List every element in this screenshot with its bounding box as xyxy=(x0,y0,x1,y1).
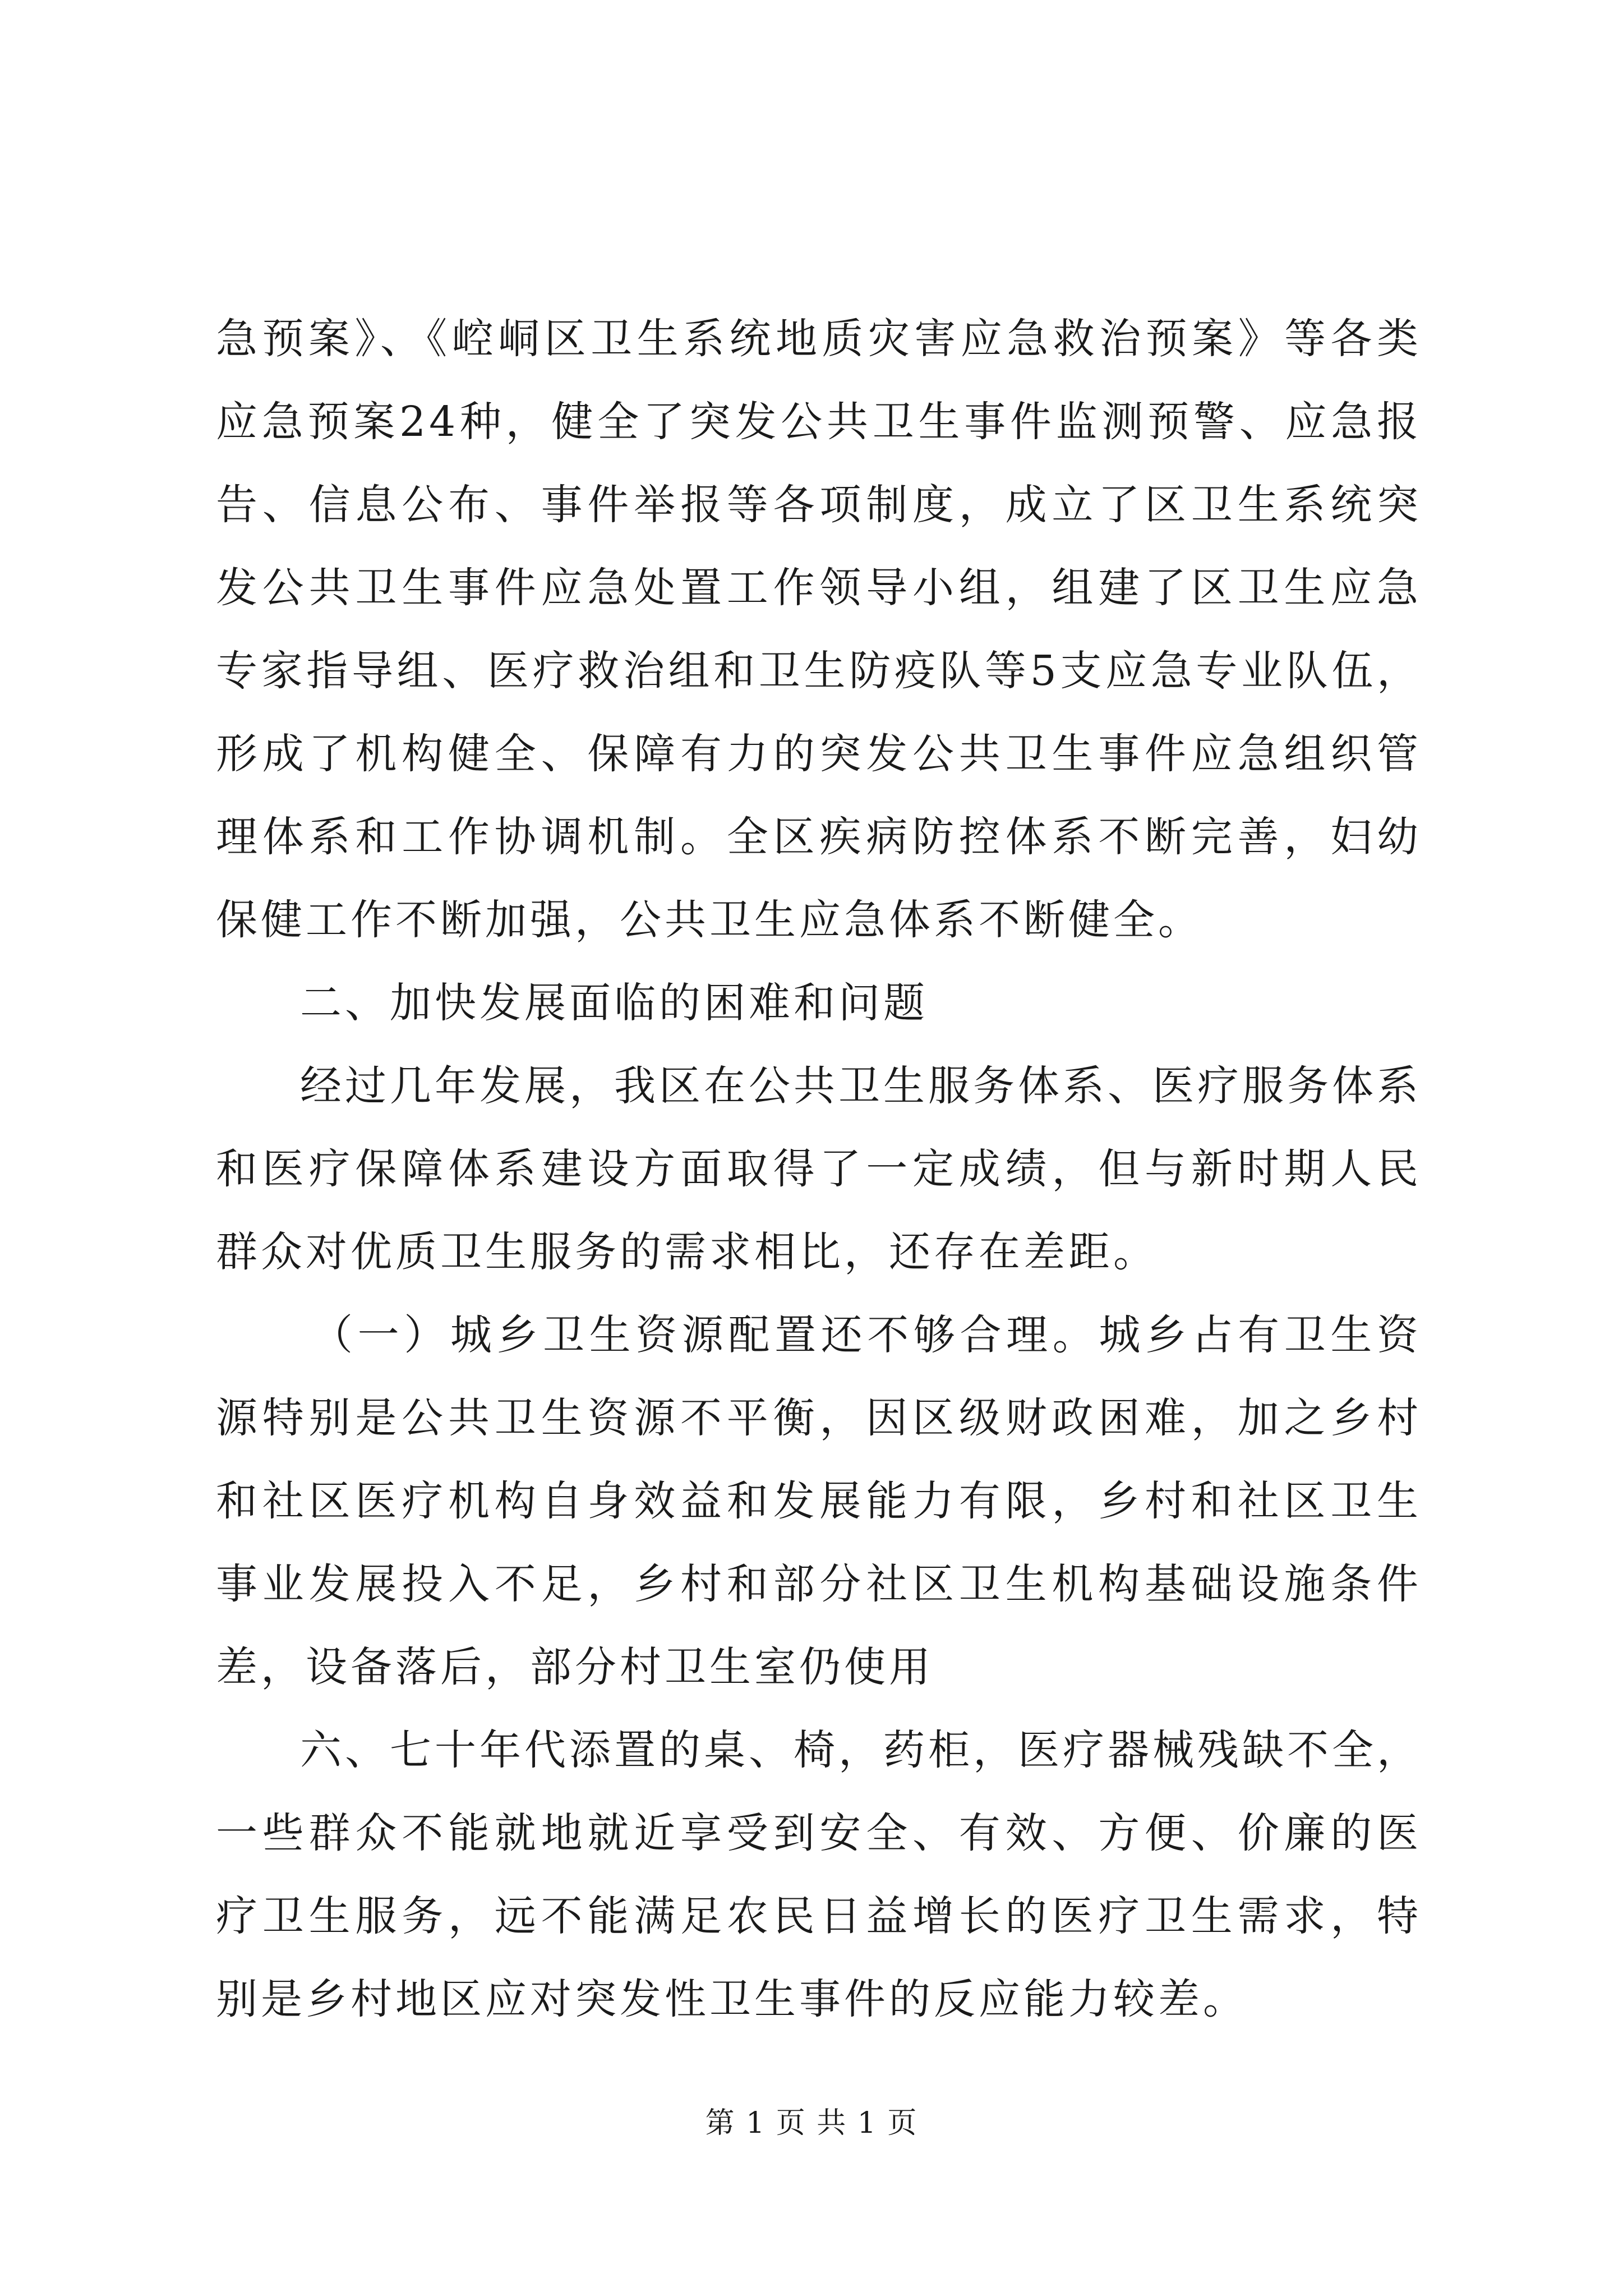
section-heading-difficulties: 二、加快发展面临的困难和问题 xyxy=(300,979,928,1027)
paragraph-development-summary: 经过几年发展，我区在公共卫生服务体系、医疗服务体系和医疗保障体系建设方面取得了一定成绩，但与新时期人民群众对优质卫生服务的需求相比，还存在差距。 xyxy=(216,1062,1422,1276)
paragraph-equipment-shortage: 六、七十年代添置的桌、椅，药柜，医疗器械残缺不全，一些群众不能就地就近享受到安全、有效、方便、价廉的医疗卫生服务，远不能满足农民日益增长的医疗卫生需求，特别是乡村地区应对突发性卫生事件的反应能力较差。 xyxy=(216,1726,1422,2023)
paragraph-resource-allocation: （一）城乡卫生资源配置还不够合理。城乡占有卫生资源特别是公共卫生资源不平衡，因区级财政困难，加之乡村和社区医疗机构自身效益和发展能力有限，乡村和社区卫生事业发展投入不足，乡村和部分社区卫生机构基础设施条件差，设备落后，部分村卫生室仍使用 xyxy=(216,1311,1422,1691)
document-body xyxy=(216,297,1422,2041)
paragraph-emergency-plans: 急预案》、《崆峒区卫生系统地质灾害应急救治预案》等各类应急预案24种，健全了突发公共卫生事件监测预警、应急报告、信息公布、事件举报等各项制度，成立了区卫生系统突发公共卫生事件应急处置工作领导小组，组建了区卫生应急专家指导组、医疗救治组和卫生防疫队等5支应急专业队伍，形成了机构健全、保障有力的突发公共卫生事件应急组织管理体系和工作协调机制。全区疾病防控体系不断完善，妇幼保健工作不断加强，公共卫生应急体系不断健全。 xyxy=(216,315,1422,944)
page-footer: 第 1 页 共 1 页 xyxy=(705,2106,918,2140)
